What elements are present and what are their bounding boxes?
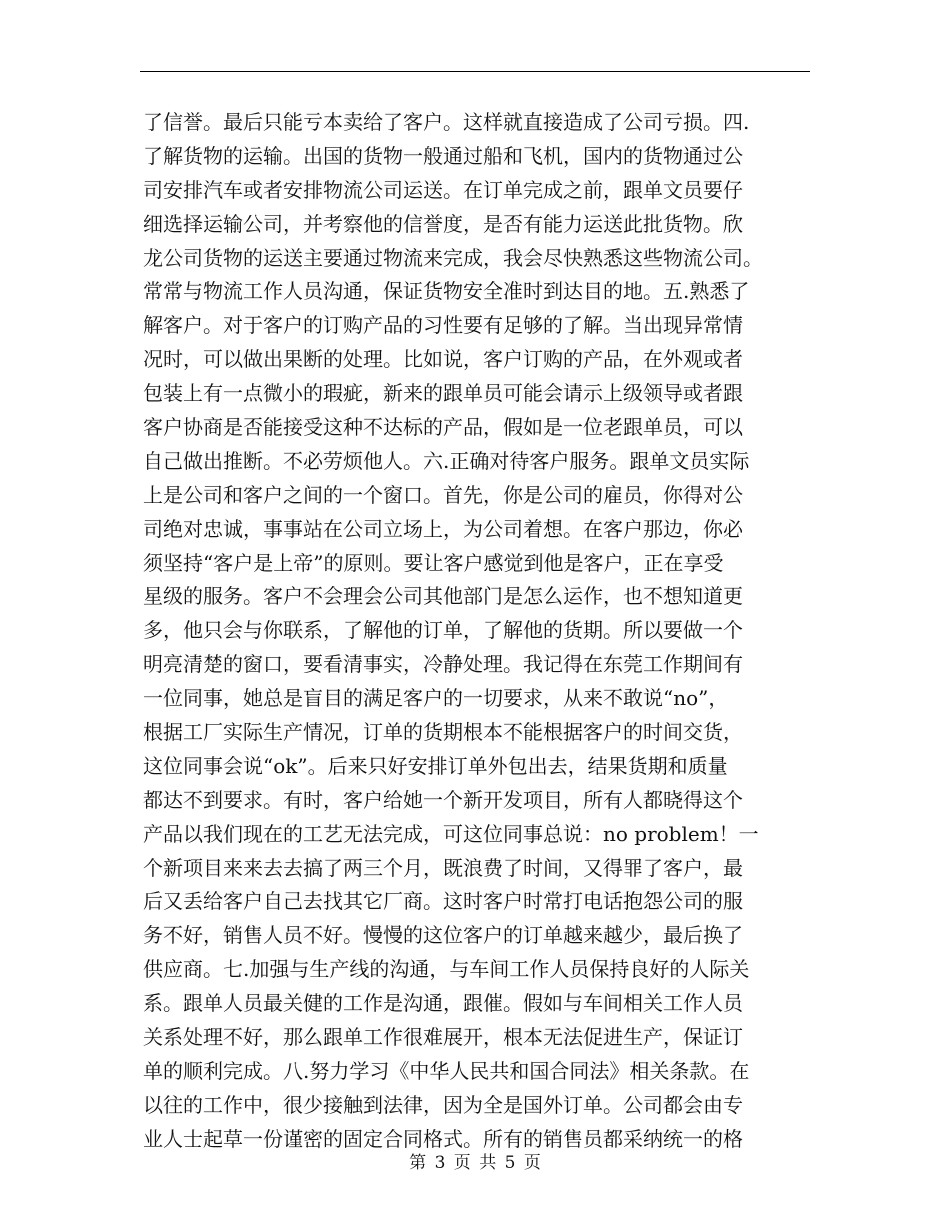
text-line: 供应商。七.加强与生产线的沟通，与车间工作人员保持良好的人际关 [143,957,750,982]
text-line: 业人士起草一份谨密的固定合同格式。所有的销售员都采纳统一的格 [143,1126,743,1151]
text-line: 司安排汽车或者安排物流公司运送。在订单完成之前，跟单文员要仔 [143,177,743,202]
text-line: 客户协商是否能接受这种不达标的产品，假如是一位老跟单员，可以 [143,415,743,440]
text-line: 明亮清楚的窗口，要看清事实，冷静处理。我记得在东莞工作期间有 [143,652,743,677]
page-number-footer: 第 3 页 共 5 页 [409,1153,541,1173]
text-line: 常常与物流工作人员沟通，保证货物安全准时到达目的地。五.熟悉了 [143,279,750,304]
text-line: 多，他只会与你联系，了解他的订单，了解他的货期。所以要做一个 [143,618,743,643]
text-line: 关系处理不好，那么跟单工作很难展开，根本无法促进生产，保证订 [143,1025,743,1050]
text-line: 了信誉。最后只能亏本卖给了客户。这样就直接造成了公司亏损。四. [143,110,750,134]
text-line: 根据工厂实际生产情况，订单的货期根本不能根据客户的时间交货， [143,720,743,745]
text-line: 了解货物的运输。出国的货物一般通过船和飞机，国内的货物通过公 [143,143,743,168]
text-line: 产品以我们现在的工艺无法完成，可这位同事总说：no problem！一 [143,821,759,846]
text-line: 系。跟单人员最关健的工作是沟通，跟催。假如与车间相关工作人员 [143,991,743,1016]
text-line: 一位同事，她总是盲目的满足客户的一切要求，从来不敢说“no”， [143,686,729,711]
text-line: 星级的服务。客户不会理会公司其他部门是怎么运作，也不想知道更 [143,584,743,609]
text-line: 个新项目来来去去搞了两三个月，既浪费了时间，又得罪了客户，最 [143,855,743,880]
text-line: 单的顺利完成。八.努力学习《中华人民共和国合同法》相关条款。在 [143,1058,750,1083]
document-body [143,106,813,1157]
text-line: 细选择运输公司，并考察他的信誉度，是否有能力运送此批货物。欣 [143,211,743,236]
text-line: 后又丢给客户自己去找其它厂商。这时客户时常打电话抱怨公司的服 [143,889,743,914]
text-line: 解客户。对于客户的订购产品的习性要有足够的了解。当出现异常情 [143,313,743,338]
text-line: 龙公司货物的运送主要通过物流来完成，我会尽快熟悉这些物流公司。 [143,245,763,270]
text-line: 务不好，销售人员不好。慢慢的这位客户的订单越来越少，最后换了 [143,923,743,948]
text-line: 以往的工作中，很少接触到法律，因为全是国外订单。公司都会由专 [143,1092,743,1117]
header-rule [140,71,810,72]
text-line: 况时，可以做出果断的处理。比如说，客户订购的产品，在外观或者 [143,347,743,372]
text-line: 自己做出推断。不必劳烦他人。六.正确对待客户服务。跟单文员实际 [143,448,750,473]
text-line: 司绝对忠诚，事事站在公司立场上，为公司着想。在客户那边，你必 [143,516,743,541]
text-line: 都达不到要求。有时，客户给她一个新开发项目，所有人都晓得这个 [143,787,743,812]
text-line: 这位同事会说“ok”。后来只好安排订单外包出去，结果货期和质量 [143,753,728,778]
text-line: 须坚持“客户是上帝”的原则。要让客户感觉到他是客户，正在享受 [143,550,724,575]
text-line: 包装上有一点微小的瑕疵，新来的跟单员可能会请示上级领导或者跟 [143,381,743,406]
text-line: 上是公司和客户之间的一个窗口。首先，你是公司的雇员，你得对公 [143,482,743,507]
